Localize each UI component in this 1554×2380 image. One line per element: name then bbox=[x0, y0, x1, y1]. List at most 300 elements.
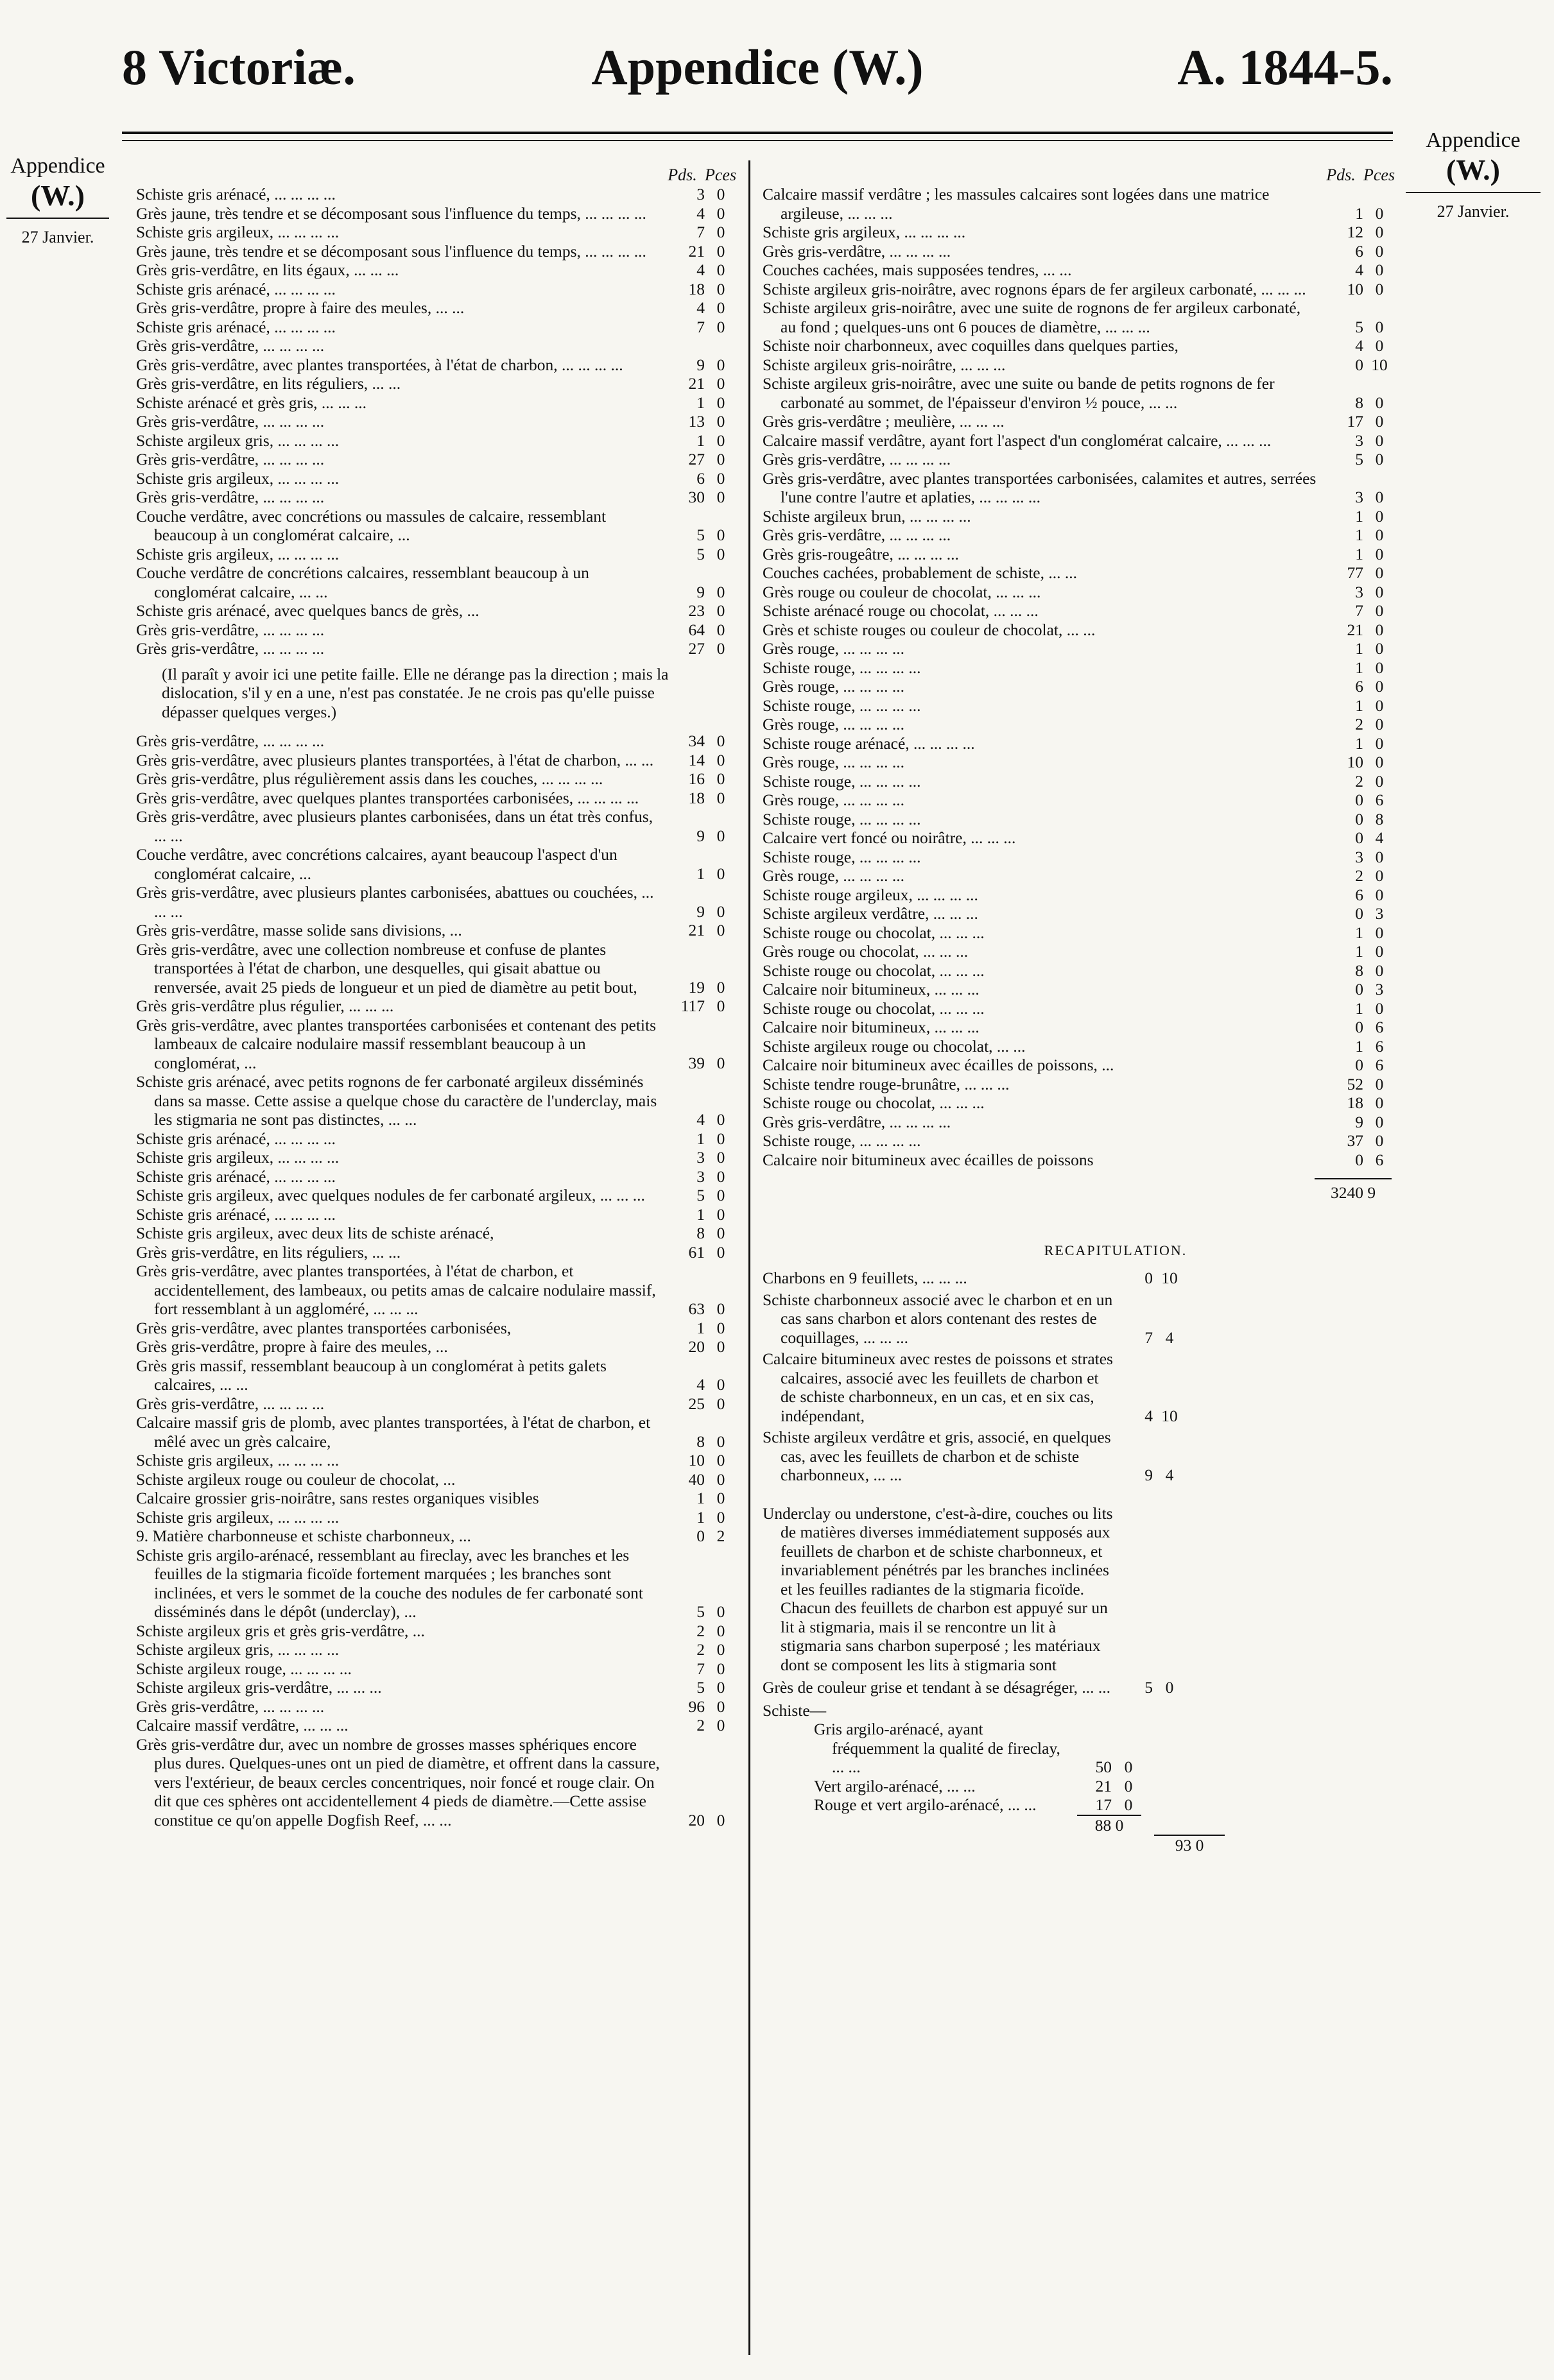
stratum-description: Schiste argileux gris-noirâtre, ... ... ... bbox=[763, 355, 1006, 374]
stratum-description: Grès gris-rougeâtre, ... ... ... ... bbox=[763, 544, 959, 563]
stratum-pieds: 1 bbox=[1355, 506, 1363, 526]
stratum-row bbox=[763, 810, 1392, 829]
stratum-pieds: 2 bbox=[696, 1640, 705, 1659]
stratum-pouces: 0 bbox=[1375, 601, 1384, 620]
stratum-description: Calcaire noir bitumineux avec écailles de poissons, ... bbox=[763, 1056, 1114, 1074]
stratum-row bbox=[763, 772, 1392, 791]
stratum-description: Grès gris-verdâtre, ... ... ... ... bbox=[136, 336, 325, 355]
stratum-row bbox=[136, 469, 733, 488]
stratum-pieds: 18 bbox=[688, 788, 705, 807]
stratum-row bbox=[763, 185, 1392, 223]
stratum-row bbox=[136, 1224, 733, 1243]
stratum-description: Grès gris massif, ressemblant beaucoup à un conglomérat à petits galets calcaires, ... ... bbox=[136, 1356, 607, 1394]
stratum-row bbox=[136, 1451, 733, 1470]
stratum-pieds: 1 bbox=[696, 431, 705, 450]
stratum-pouces: 0 bbox=[716, 1186, 725, 1204]
stratum-row bbox=[136, 940, 733, 997]
stratum-description: Grès rouge, ... ... ... ... bbox=[763, 866, 904, 885]
stratum-description: Grès gris-verdâtre, ... ... ... ... bbox=[763, 450, 951, 468]
stratum-description: Grès rouge, ... ... ... ... bbox=[763, 677, 904, 696]
right-column bbox=[763, 166, 1395, 1855]
stratum-pouces: 8 bbox=[1375, 809, 1384, 828]
stratum-pouces: 0 bbox=[1375, 942, 1384, 961]
stratum-description: Calcaire vert foncé ou noirâtre, ... ... ... bbox=[763, 828, 1016, 847]
stratum-pouces: 0 bbox=[1375, 544, 1384, 563]
stratum-pouces: 4 bbox=[1165, 1466, 1174, 1484]
stratum-pouces: 0 bbox=[716, 1678, 725, 1697]
stratum-pieds: 4 bbox=[696, 1110, 705, 1129]
stratum-row bbox=[763, 999, 1392, 1018]
stratum-row bbox=[763, 1428, 1212, 1485]
stratum-description: Grès gris-verdâtre, ... ... ... ... bbox=[136, 732, 325, 750]
stratum-pieds: 13 bbox=[688, 412, 705, 431]
stratum-description: Schiste gris argileux, avec deux lits de schiste arénacé, bbox=[136, 1224, 494, 1242]
stratum-description: Grès gris-verdâtre, avec quelques plantes transportées carbonisées, ... ... ... ... bbox=[136, 788, 639, 807]
stratum-pouces: 0 bbox=[716, 1602, 725, 1621]
stratum-row bbox=[136, 336, 733, 355]
stratum-pieds: 7 bbox=[696, 317, 705, 336]
stratum-description: Schiste argileux gris, ... ... ... ... bbox=[136, 431, 340, 450]
stratum-row bbox=[136, 1394, 733, 1414]
stratum-row bbox=[136, 1527, 733, 1546]
stratum-row bbox=[136, 883, 733, 921]
stratum-description: Grès gris-verdâtre, avec plantes transportées, à l'état de charbon, ... ... ... ... bbox=[136, 355, 623, 374]
stratum-pieds: 1 bbox=[696, 1507, 705, 1527]
stratum-pouces: 0 bbox=[716, 374, 725, 393]
stratum-description: Schiste rouge, ... ... ... ... bbox=[763, 809, 921, 828]
stratum-row bbox=[136, 488, 733, 507]
stratum-description: Schiste gris argileux, ... ... ... ... bbox=[136, 1451, 340, 1469]
underclay-paragraph bbox=[763, 1504, 1212, 1675]
stratum-description: Couches cachées, probablement de schiste, ... ... bbox=[763, 563, 1078, 582]
stratum-pouces: 0 bbox=[1375, 998, 1384, 1018]
stratum-description: Schiste gris arénacé, avec petits rognons de fer carbonaté argileux disséminés dans sa masse. Cette assise a quelque chose du caractère de l'underclay, mais les stigmaria ne sont pas distinctes, ... ... bbox=[136, 1072, 657, 1129]
stratum-row bbox=[136, 412, 733, 431]
stratum-pouces: 0 bbox=[1375, 923, 1384, 942]
stratum-description: Calcaire grossier gris-noirâtre, sans restes organiques visibles bbox=[136, 1489, 539, 1507]
stratum-row bbox=[763, 601, 1392, 621]
stratum-pieds: 21 bbox=[1347, 620, 1363, 639]
stratum-pouces: 0 bbox=[716, 1110, 725, 1129]
margin-left-w: (W.) bbox=[31, 179, 85, 212]
stratum-pouces: 0 bbox=[716, 1716, 725, 1734]
stratum-row bbox=[136, 1129, 733, 1149]
stratum-description: Calcaire massif verdâtre, ... ... ... bbox=[136, 1716, 349, 1734]
stratum-pieds: 3 bbox=[1355, 488, 1363, 506]
stratum-pieds: 1 bbox=[1355, 942, 1363, 961]
stratum-row bbox=[136, 601, 733, 621]
stratum-pieds: 8 bbox=[696, 1224, 705, 1242]
right-column-header bbox=[763, 166, 1395, 185]
stratum-pieds: 20 bbox=[688, 1337, 705, 1356]
stratum-pouces: 0 bbox=[716, 997, 725, 1015]
stratum-description: Schiste argileux rouge ou couleur de chocolat, ... bbox=[136, 1469, 456, 1489]
stratum-pouces: 0 bbox=[1375, 1112, 1384, 1131]
stratum-pouces: 0 bbox=[716, 1148, 725, 1167]
stratum-description: Schiste noir charbonneux, avec coquilles dans quelques parties, bbox=[763, 336, 1178, 355]
stratum-pouces: 0 bbox=[1124, 1758, 1133, 1776]
stratum-description: Grès gris-verdâtre, ... ... ... ... bbox=[763, 1112, 951, 1131]
stratum-description: Calcaire massif gris de plomb, avec plantes transportées, à l'état de charbon, et mêlé avec un grès calcaire, bbox=[136, 1413, 651, 1451]
stratum-row bbox=[136, 318, 733, 337]
stratum-pouces: 0 bbox=[716, 864, 725, 883]
stratum-row bbox=[136, 732, 733, 751]
stratum-pouces: 0 bbox=[716, 1640, 725, 1659]
stratum-pouces: 0 bbox=[1375, 733, 1384, 753]
stratum-row bbox=[136, 261, 733, 280]
stratum-pouces: 0 bbox=[1375, 885, 1384, 904]
stratum-pouces: 0 bbox=[716, 203, 725, 223]
stratum-row bbox=[763, 639, 1392, 658]
stratum-pouces: 0 bbox=[716, 1299, 725, 1318]
stratum-pouces: 0 bbox=[716, 769, 725, 788]
stratum-description: Grès gris-verdâtre plus régulier, ... ... ... bbox=[136, 997, 394, 1015]
stratum-description: Grès gris-verdâtre, ... ... ... ... bbox=[136, 488, 325, 506]
stratum-pieds: 0 bbox=[1355, 355, 1363, 374]
stratum-row bbox=[763, 336, 1392, 355]
stratum-description: Grès rouge, ... ... ... ... bbox=[763, 639, 904, 658]
stratum-pieds: 5 bbox=[696, 1602, 705, 1621]
stratum-pieds: 61 bbox=[688, 1242, 705, 1262]
stratum-row bbox=[763, 1113, 1392, 1132]
stratum-pouces: 10 bbox=[1161, 1269, 1178, 1287]
stratum-pouces: 0 bbox=[1375, 847, 1384, 866]
margin-left-rule bbox=[6, 218, 109, 219]
fault-note: (Il paraît y avoir ici une petite faille. Elle ne dérange pas la direction ; mais la dislocation, s'il y en a une, n'est pas constatée. Je ne crois pas qu'elle puisse dépasser quelques verges.) bbox=[162, 664, 669, 721]
stratum-pieds: 0 bbox=[1355, 828, 1363, 847]
stratum-row bbox=[763, 904, 1392, 923]
stratum-pieds: 7 bbox=[696, 223, 705, 241]
stratum-description: Grès rouge, ... ... ... ... bbox=[763, 753, 904, 771]
stratum-description: Schiste gris argileux, ... ... ... ... bbox=[136, 223, 340, 241]
stratum-pouces: 0 bbox=[1375, 223, 1384, 241]
stratum-row bbox=[763, 355, 1392, 375]
stratum-row bbox=[136, 393, 733, 413]
stratum-row bbox=[136, 1262, 733, 1319]
stratum-pouces: 0 bbox=[716, 1432, 725, 1451]
stratum-row bbox=[136, 223, 733, 242]
stratum-pouces: 0 bbox=[1375, 582, 1384, 601]
margin-left-appendice: Appendice bbox=[10, 154, 105, 178]
stratum-row bbox=[136, 1678, 733, 1697]
stratum-description: Schiste argileux brun, ... ... ... ... bbox=[763, 506, 971, 526]
stratum-pouces: 6 bbox=[1375, 1018, 1384, 1036]
stratum-description: Calcaire noir bitumineux, ... ... ... bbox=[763, 980, 980, 998]
stratum-row bbox=[136, 1148, 733, 1167]
recap-schiste-label bbox=[763, 1701, 1212, 1720]
stratum-description: Calcaire massif verdâtre ; les massules calcaires sont logées dans une matrice argileuse, ... ... ... bbox=[763, 185, 1270, 223]
stratum-row bbox=[763, 658, 1392, 678]
stratum-description: Grès gris-verdâtre, avec plantes transportées carbonisées, bbox=[136, 1318, 512, 1337]
stratum-description: Grès gris-verdâtre, ... ... ... ... bbox=[763, 526, 951, 544]
stratum-row bbox=[763, 261, 1392, 280]
stratum-pouces: 0 bbox=[716, 355, 725, 374]
stratum-row bbox=[136, 1205, 733, 1224]
stratum-pouces: 0 bbox=[716, 1659, 725, 1678]
stratum-pouces: 0 bbox=[716, 750, 725, 769]
stratum-description: Couche verdâtre de concrétions calcaires, ressemblant beaucoup à un conglomérat calcaire, ... ... bbox=[136, 563, 589, 601]
stratum-description: Grès gris-verdâtre, ... ... ... ... bbox=[136, 450, 325, 468]
stratum-pieds: 40 bbox=[688, 1469, 705, 1489]
stratum-description: 9. Matière charbonneuse et schiste charbonneux, ... bbox=[136, 1527, 471, 1545]
stratum-row bbox=[763, 734, 1392, 753]
stratum-row bbox=[763, 1075, 1392, 1094]
stratum-row bbox=[136, 1697, 733, 1717]
stratum-pieds: 6 bbox=[1355, 241, 1363, 261]
stratum-pouces: 0 bbox=[1375, 526, 1384, 544]
stratum-pouces: 3 bbox=[1375, 904, 1384, 923]
stratum-pouces: 0 bbox=[1375, 563, 1384, 582]
stratum-description: Grès gris-verdâtre, masse solide sans divisions, ... bbox=[136, 921, 462, 939]
stratum-description: Schiste rouge argileux, ... ... ... ... bbox=[763, 885, 978, 904]
stratum-row bbox=[763, 677, 1392, 696]
stratum-pouces: 0 bbox=[716, 620, 725, 639]
stratum-row bbox=[136, 374, 733, 393]
stratum-description: Schiste argileux gris, ... ... ... ... bbox=[136, 1640, 340, 1659]
stratum-pouces: 0 bbox=[1375, 620, 1384, 639]
margin-right-rule bbox=[1406, 192, 1541, 193]
recap-grand-row bbox=[763, 1835, 1225, 1855]
recap-sub-total: 88 0 bbox=[1077, 1815, 1141, 1835]
stratum-row bbox=[763, 1093, 1392, 1113]
stratum-pieds: 0 bbox=[1355, 1018, 1363, 1036]
stratum-row bbox=[763, 1269, 1212, 1288]
stratum-pieds: 9 bbox=[696, 826, 705, 845]
stratum-pouces: 0 bbox=[716, 279, 725, 298]
stratum-row bbox=[763, 1131, 1392, 1151]
right-strata-list bbox=[763, 185, 1392, 1169]
stratum-pieds: 6 bbox=[696, 468, 705, 488]
recap-sub-total-row bbox=[814, 1815, 1141, 1835]
stratum-row bbox=[136, 921, 733, 940]
stratum-row bbox=[763, 753, 1392, 772]
stratum-row bbox=[763, 545, 1392, 564]
stratum-pouces: 6 bbox=[1375, 1150, 1384, 1169]
stratum-pieds: 14 bbox=[688, 750, 705, 769]
stratum-description: Schiste arénacé et grès gris, ... ... ... bbox=[136, 393, 367, 412]
stratum-pieds: 17 bbox=[1347, 412, 1363, 431]
stratum-description: Schiste gris argileux, avec quelques nodules de fer carbonaté argileux, ... ... ... bbox=[136, 1186, 645, 1204]
stratum-description: Grès rouge, ... ... ... ... bbox=[763, 791, 904, 809]
stratum-pieds: 9 bbox=[696, 582, 705, 601]
stratum-description: Schiste gris arénacé, ... ... ... ... bbox=[136, 1204, 336, 1224]
section-total bbox=[763, 1178, 1392, 1203]
stratum-description: Grès et schiste rouges ou couleur de chocolat, ... ... bbox=[763, 620, 1096, 639]
stratum-pieds: 5 bbox=[696, 526, 705, 544]
stratum-description: Schiste argileux rouge ou chocolat, ... ... bbox=[763, 1036, 1026, 1056]
stratum-row bbox=[136, 845, 733, 883]
stratum-pieds: 12 bbox=[1347, 223, 1363, 241]
stratum-pieds: 5 bbox=[1355, 317, 1363, 336]
stratum-row bbox=[136, 1186, 733, 1205]
stratum-pieds: 1 bbox=[696, 864, 705, 883]
stratum-description: Calcaire noir bitumineux, ... ... ... bbox=[763, 1018, 980, 1036]
stratum-description: Grès gris-verdâtre, avec plusieurs plantes transportées, à l'état de charbon, ... ... bbox=[136, 750, 654, 769]
stratum-description: Schiste gris argileux, ... ... ... ... bbox=[136, 468, 340, 488]
stratum-pouces: 0 bbox=[716, 921, 725, 939]
stratum-row bbox=[763, 923, 1392, 943]
stratum-description: Grès gris-verdâtre, ... ... ... ... bbox=[136, 412, 325, 431]
stratum-row bbox=[136, 1167, 733, 1186]
stratum-description: Grès gris-verdâtre, avec plantes transportées carbonisées et contenant des petits lambeaux de calcaire nodulaire massif ressemblant beaucoup à un conglomérat, ... bbox=[136, 1015, 657, 1072]
stratum-pouces: 0 bbox=[1375, 753, 1384, 771]
stratum-row bbox=[814, 1777, 1141, 1796]
stratum-pieds: 3 bbox=[696, 1167, 705, 1186]
stratum-pieds: 64 bbox=[688, 620, 705, 639]
stratum-description: Grès jaune, très tendre et se décomposant sous l'influence du temps, ... ... ... ... bbox=[136, 203, 646, 223]
col-header-pds-right: Pds. bbox=[1326, 166, 1356, 184]
stratum-description: Charbons en 9 feuillets, ... ... ... bbox=[763, 1269, 967, 1287]
stratum-row bbox=[136, 1357, 733, 1394]
margin-note-right bbox=[1399, 128, 1547, 221]
stratum-description: Schiste gris argileux, ... ... ... ... bbox=[136, 1507, 340, 1527]
stratum-description: Grès gris-verdâtre, ... ... ... ... bbox=[136, 1697, 325, 1716]
stratum-description: Vert argilo-arénacé, ... ... bbox=[814, 1776, 976, 1795]
stratum-row bbox=[136, 807, 733, 845]
stratum-pieds: 1 bbox=[1355, 526, 1363, 544]
stratum-pouces: 0 bbox=[716, 544, 725, 563]
stratum-description: Schiste tendre rouge-brunâtre, ... ... ... bbox=[763, 1074, 1010, 1093]
stratum-pouces: 0 bbox=[716, 1697, 725, 1716]
stratum-description: Schiste argileux gris-noirâtre, avec rognons épars de fer argileux carbonaté, ... ... ... bbox=[763, 279, 1306, 298]
stratum-pieds: 1 bbox=[1355, 639, 1363, 658]
stratum-pieds: 2 bbox=[1355, 771, 1363, 791]
stratum-row bbox=[136, 204, 733, 223]
stratum-pieds: 21 bbox=[1095, 1776, 1112, 1795]
stratum-description: Grès gris-verdâtre, ... ... ... ... bbox=[136, 620, 325, 639]
margin-left-date: 27 Janvier. bbox=[21, 228, 94, 246]
stratum-pouces: 0 bbox=[1375, 1131, 1384, 1150]
stratum-pouces: 0 bbox=[716, 977, 725, 997]
stratum-pieds: 0 bbox=[696, 1527, 705, 1545]
stratum-row bbox=[136, 1735, 733, 1830]
stratum-pieds: 18 bbox=[688, 279, 705, 298]
stratum-pouces: 0 bbox=[716, 1204, 725, 1224]
stratum-pieds: 8 bbox=[696, 1432, 705, 1451]
stratum-row bbox=[763, 583, 1392, 602]
stratum-description: Schiste gris argileux, ... ... ... ... bbox=[136, 544, 340, 563]
stratum-description: Grès gris-verdâtre, avec plusieurs plantes carbonisées, abattues ou couchées, ... ... ... bbox=[136, 883, 654, 921]
left-strata-list-2 bbox=[136, 732, 733, 1829]
stratum-row bbox=[136, 1072, 733, 1129]
margin-note-left bbox=[0, 154, 116, 247]
stratum-pieds: 39 bbox=[688, 1053, 705, 1072]
stratum-pieds: 4 bbox=[1355, 336, 1363, 355]
stratum-pouces: 0 bbox=[1375, 279, 1384, 298]
header-right: A. 1844-5. bbox=[1177, 39, 1393, 95]
stratum-row bbox=[763, 961, 1392, 980]
stratum-pouces: 0 bbox=[716, 1053, 725, 1072]
stratum-pouces: 0 bbox=[716, 1318, 725, 1337]
stratum-pieds: 63 bbox=[688, 1299, 705, 1318]
stratum-description: Grès gris-verdâtre, en lits réguliers, ... ... bbox=[136, 374, 401, 393]
recap-gres-row bbox=[763, 1678, 1212, 1697]
stratum-description: Schiste rouge ou chocolat, ... ... ... bbox=[763, 923, 985, 942]
stratum-pouces: 0 bbox=[716, 298, 725, 317]
stratum-pieds: 1 bbox=[696, 393, 705, 412]
stratum-pieds: 27 bbox=[688, 450, 705, 468]
stratum-pouces: 0 bbox=[716, 468, 725, 488]
stratum-pieds: 10 bbox=[1347, 279, 1363, 298]
stratum-pieds: 21 bbox=[688, 921, 705, 939]
stratum-row bbox=[136, 242, 733, 261]
stratum-pouces: 0 bbox=[1375, 317, 1384, 336]
stratum-row bbox=[763, 507, 1392, 526]
stratum-description: Schiste argileux verdâtre et gris, associé, en quelques cas, avec les feuillets de charbon et de schiste charbonneux, ... ... bbox=[763, 1428, 1111, 1484]
stratum-description: Schiste gris arénacé, avec quelques bancs de grès, ... bbox=[136, 601, 479, 620]
stratum-row bbox=[763, 942, 1392, 961]
stratum-pouces: 0 bbox=[716, 732, 725, 750]
recap-gres-text: Grès de couleur grise et tendant à se désagréger, ... ... bbox=[763, 1678, 1111, 1697]
stratum-pouces: 0 bbox=[716, 1242, 725, 1262]
stratum-pieds: 9 bbox=[1355, 1112, 1363, 1131]
stratum-pieds: 23 bbox=[688, 601, 705, 620]
stratum-pieds: 9 bbox=[1144, 1466, 1153, 1484]
stratum-row bbox=[136, 1470, 733, 1489]
stratum-pouces: 4 bbox=[1375, 828, 1384, 847]
stratum-description: Grès gris-verdâtre, avec plantes transportées, à l'état de charbon, et accidentellement, des lambeaux, ou petits amas de calcaire nodulaire massif, fort ressemblant à un aggloméré, ... ... ... bbox=[136, 1262, 656, 1318]
stratum-description: Calcaire bitumineux avec restes de poissons et strates calcaires, associé avec les feuillets de charbon et de schiste charbonneux, en un cas, et en six cas, indépendant, bbox=[763, 1349, 1113, 1425]
stratum-description: Schiste argileux gris-noirâtre, avec une suite de rognons de fer argileux carbonaté, au fond ; quelques-uns ont 6 pouces de diamètre, ... ... ... bbox=[763, 298, 1301, 336]
recap-gres-pds: 5 bbox=[1144, 1678, 1153, 1697]
stratum-pouces: 0 bbox=[716, 317, 725, 336]
stratum-pieds: 1 bbox=[696, 1204, 705, 1224]
stratum-pouces: 0 bbox=[716, 185, 725, 203]
stratum-description: Schiste argileux rouge, ... ... ... ... bbox=[136, 1659, 352, 1678]
stratum-row bbox=[763, 848, 1392, 867]
page-header bbox=[122, 39, 1393, 109]
stratum-description: Grès gris-verdâtre, propre à faire des meules, ... ... bbox=[136, 298, 465, 317]
stratum-pouces: 10 bbox=[1371, 355, 1388, 374]
stratum-pieds: 34 bbox=[688, 732, 705, 750]
stratum-pouces: 0 bbox=[1375, 431, 1384, 450]
col-header-pces-right: Pces bbox=[1363, 166, 1395, 184]
stratum-description: Schiste rouge arénacé, ... ... ... ... bbox=[763, 733, 975, 753]
stratum-pieds: 3 bbox=[1355, 431, 1363, 450]
stratum-row bbox=[763, 791, 1392, 810]
stratum-row bbox=[136, 545, 733, 564]
stratum-description: Grès rouge ou chocolat, ... ... ... bbox=[763, 942, 969, 961]
stratum-pouces: 0 bbox=[1375, 412, 1384, 431]
stratum-pieds: 8 bbox=[1355, 393, 1363, 412]
stratum-pieds: 10 bbox=[688, 1451, 705, 1469]
header-rule-thin bbox=[122, 140, 1393, 141]
stratum-pouces: 0 bbox=[716, 826, 725, 845]
stratum-description: Schiste gris arénacé, ... ... ... ... bbox=[136, 185, 336, 203]
stratum-pieds: 18 bbox=[1347, 1093, 1363, 1112]
stratum-row bbox=[136, 1508, 733, 1527]
stratum-row bbox=[763, 298, 1392, 336]
stratum-row bbox=[763, 526, 1392, 545]
stratum-row bbox=[763, 715, 1392, 734]
stratum-description: Couche verdâtre, avec concrétions ou massules de calcaire, ressemblant beaucoup à un conglomérat calcaire, ... bbox=[136, 506, 607, 544]
stratum-row bbox=[763, 886, 1392, 905]
stratum-description: Schiste rouge ou chocolat, ... ... ... bbox=[763, 1093, 985, 1112]
stratum-description: Schiste argileux gris et grès gris-verdâtre, ... bbox=[136, 1621, 425, 1640]
stratum-description: Couches cachées, mais supposées tendres, ... ... bbox=[763, 261, 1072, 279]
stratum-pieds: 4 bbox=[696, 298, 705, 317]
stratum-description: Schiste argileux gris-noirâtre, avec une suite ou bande de petits rognons de fer carbonaté au sommet, de l'épaisseur d'environ ½ pouce, ... ... bbox=[763, 374, 1275, 412]
stratum-pieds: 27 bbox=[688, 639, 705, 658]
stratum-row bbox=[136, 450, 733, 469]
stratum-pieds: 50 bbox=[1095, 1758, 1112, 1776]
stratum-description: Schiste argileux gris-verdâtre, ... ... ... bbox=[136, 1678, 382, 1697]
stratum-pouces: 0 bbox=[1375, 488, 1384, 506]
margin-right-date: 27 Janvier. bbox=[1437, 202, 1510, 221]
recap-grand-total: 93 0 bbox=[1154, 1835, 1225, 1855]
stratum-row bbox=[763, 1151, 1392, 1170]
margin-right-appendice: Appendice bbox=[1426, 128, 1521, 152]
